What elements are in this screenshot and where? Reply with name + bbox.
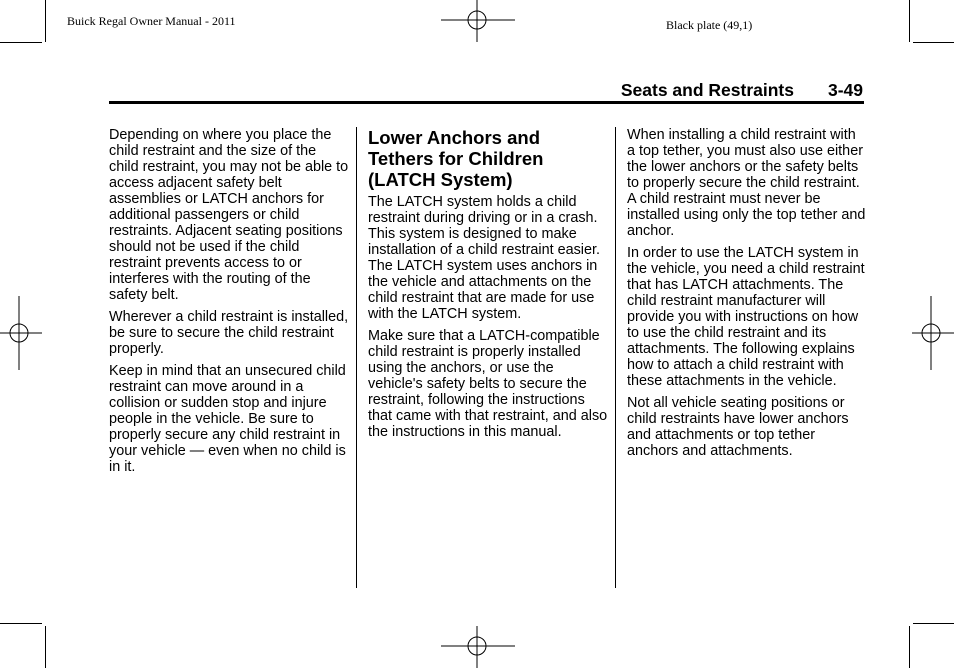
crop-mark-br-v xyxy=(909,626,910,668)
crop-mark-tr-h xyxy=(913,42,954,43)
crop-mark-tr-v xyxy=(909,0,910,42)
registration-mark-left xyxy=(0,296,42,370)
registration-mark-top xyxy=(441,0,515,42)
paragraph: Wherever a child restraint is installed, be sure to secure the child restraint properly. xyxy=(109,309,349,357)
section-title: Seats and Restraints xyxy=(620,80,794,100)
paragraph: Make sure that a LATCH-compatible child restraint is properly installed using the anchors, or use the vehicle's safety belts to secure the restraint, following the instructions that came with that restraint, and also the instructions in this manual. xyxy=(368,328,608,440)
slug-right: Black plate (49,1) xyxy=(666,18,753,32)
page-number: 3-49 xyxy=(827,80,863,100)
crop-mark-tl-v xyxy=(45,0,46,42)
crop-mark-br-h xyxy=(913,623,954,624)
paragraph: Depending on where you place the child restraint and the size of the child restraint, you may not be able to access adjacent safety belt assemblies or LATCH anchors for additional passengers or child restraints. Adjacent seating positions should not be used if the child restraint prevents access to or interferes with the routing of the safety belt. xyxy=(109,127,349,303)
paragraph: The LATCH system holds a child restraint during driving or in a crash. This system is designed to make installation of a child restraint easier. The LATCH system uses anchors in the vehicle and attachments on the child restraint that are made for use with the LATCH system. xyxy=(368,194,600,322)
paragraph: When installing a child restraint with a top tether, you must also use either the lower anchors or the safety belts to properly secure the child restraint. A child restraint must never be installed using only the top tether and anchor. xyxy=(627,127,866,239)
crop-mark-tl-h xyxy=(0,42,42,43)
column-divider-1 xyxy=(356,127,357,588)
header-rule xyxy=(109,101,864,104)
column-3 xyxy=(627,127,867,465)
crop-mark-bl-v xyxy=(45,626,46,668)
crop-mark-bl-h xyxy=(0,623,42,624)
column-divider-2 xyxy=(615,127,616,588)
paragraph: In order to use the LATCH system in the vehicle, you need a child restraint that has LATCH attachments. The child restraint manufacturer will provide you with instructions on how to use the child restraint and its attachments. The following explains how to attach a child restraint with these attachments in the vehicle. xyxy=(627,245,865,389)
column-1 xyxy=(109,127,349,481)
paragraph: Not all vehicle seating positions or child restraints have lower anchors and attachments or top tether anchors and attachments. xyxy=(627,395,849,459)
slug-left: Buick Regal Owner Manual - 2011 xyxy=(67,14,236,28)
paragraph: Keep in mind that an unsecured child restraint can move around in a collision or sudden stop and injure people in the vehicle. Be sure to properly secure any child restraint in your vehicle — even when no child is in it. xyxy=(109,363,346,475)
registration-mark-bottom xyxy=(441,626,515,668)
column-2 xyxy=(368,127,608,446)
registration-mark-right xyxy=(912,296,954,370)
section-heading: Lower Anchors and Tethers for Children (LATCH System) xyxy=(368,127,544,190)
